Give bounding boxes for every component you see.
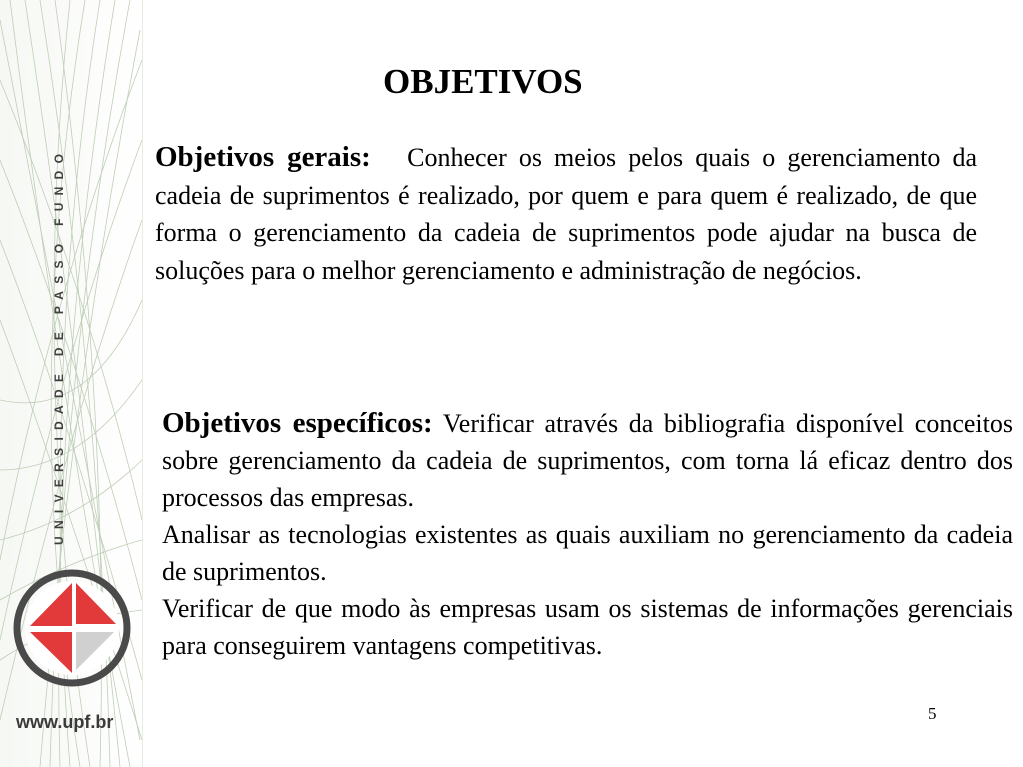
page-number: 5 [928, 704, 937, 723]
slide-title: OBJETIVOS [383, 62, 583, 101]
website-url: www.upf.br [16, 712, 114, 732]
general-objectives-paragraph [155, 139, 977, 289]
upf-logo-icon [10, 566, 134, 690]
general-objectives-text: Conhecer os meios pelos quais o gerenciamento da cadeia de suprimentos é realizado, por quem e para quem é realizado, de que forma o gerenciamento da cadeia de suprimentos pode ajudar na busca de soluções para o melhor gerenciamento e administração de negócios. [155, 143, 977, 285]
sidebar-decoration [0, 0, 143, 767]
specific-objectives-text: Verificar através da bibliografia disponível conceitos sobre gerenciamento da cadeia de suprimentos, com torna lá eficaz dentro dos processos das empresas. [162, 409, 1013, 512]
specific-objective-item: Verificar de que modo às empresas usam os sistemas de informações gerenciais para conseguirem vantagens competitivas. [162, 594, 1013, 660]
general-objectives-label: Objetivos gerais: [155, 141, 371, 173]
specific-objective-item: Analisar as tecnologias existentes as quais auxiliam no gerenciamento da cadeia de suprimentos. [162, 520, 1013, 586]
specific-objectives-label: Objetivos específicos: [162, 407, 433, 439]
university-name: UNIVERSIDADE DE PASSO FUNDO [52, 146, 66, 545]
specific-objectives-section [162, 405, 1013, 664]
specific-objectives-intro [162, 405, 1013, 516]
